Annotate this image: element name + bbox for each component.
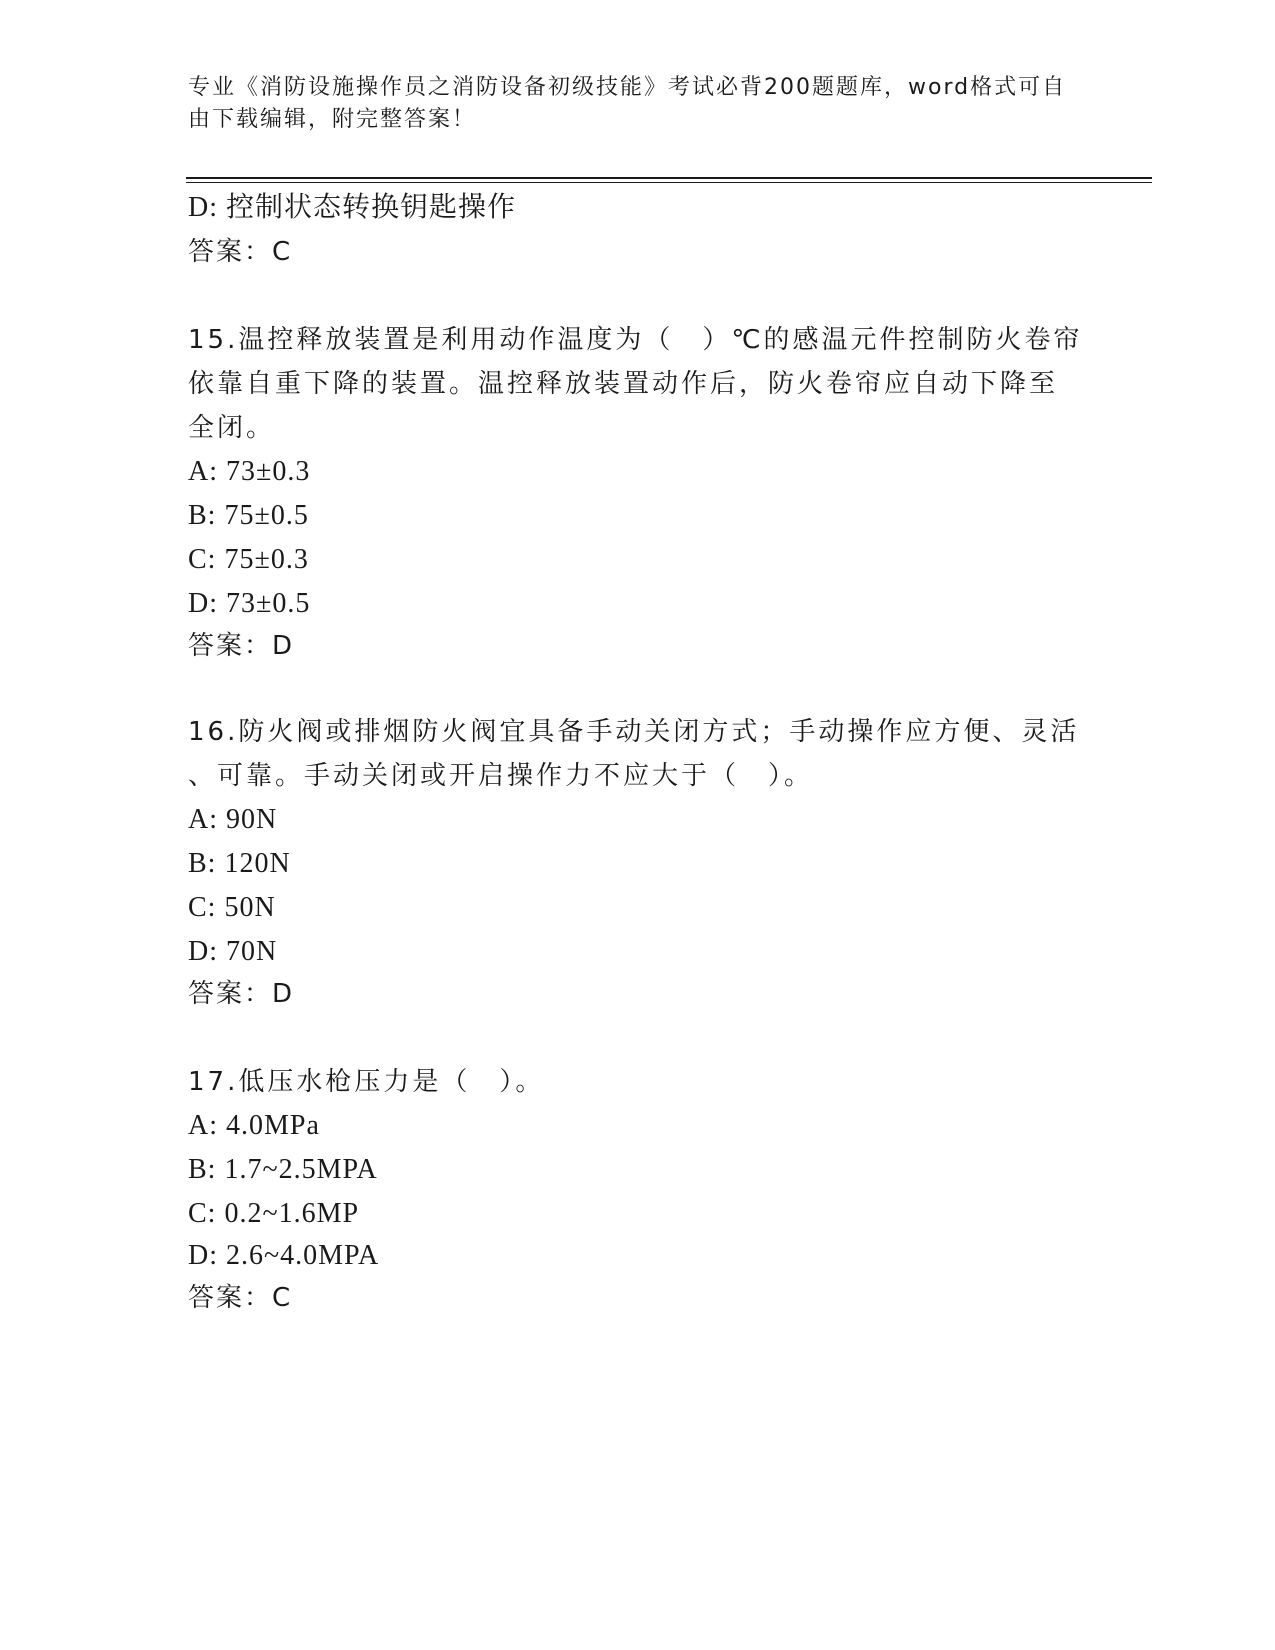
q15-option-c: C: 75±0.3 <box>188 544 309 575</box>
q17-option-d: D: 2.6~4.0MPA <box>188 1240 380 1271</box>
q15-text-line-1: 15.温控释放装置是利用动作温度为（ ）℃的感温元件控制防火卷帘 <box>188 325 1083 355</box>
header-divider-thin <box>186 182 1152 183</box>
q15-text-line-2: 依靠自重下降的装置。温控释放装置动作后，防火卷帘应自动下降至 <box>188 369 1059 399</box>
q15-text-line-3: 全闭。 <box>188 413 276 443</box>
q16-option-d: D: 70N <box>188 936 278 967</box>
q17-answer: 答案：C <box>188 1283 293 1313</box>
q16-option-c: C: 50N <box>188 892 276 923</box>
header-divider-thick <box>186 177 1152 179</box>
q17-option-b: B: 1.7~2.5MPA <box>188 1154 378 1185</box>
q16-option-a: A: 90N <box>188 804 278 835</box>
prev-answer: 答案：C <box>188 237 293 267</box>
prev-option-d: D: 控制状态转换钥匙操作 <box>188 192 517 223</box>
q16-text-line-1: 16.防火阀或排烟防火阀宜具备手动关闭方式；手动操作应方便、灵活 <box>188 717 1080 747</box>
q17-option-c: C: 0.2~1.6MP <box>188 1198 360 1229</box>
q15-option-d: D: 73±0.5 <box>188 588 311 619</box>
q15-option-b: B: 75±0.5 <box>188 500 309 531</box>
document-header: 专业《消防设施操作员之消防设备初级技能》考试必背200题题库，word格式可自由下载编辑，附完整答案！ <box>188 75 1067 132</box>
q16-text-line-2: 、可靠。手动关闭或开启操作力不应大于（ ）。 <box>188 761 814 791</box>
q16-answer: 答案：D <box>188 979 295 1009</box>
q17-text-line-1: 17.低压水枪压力是（ ）。 <box>188 1067 545 1097</box>
q15-answer: 答案：D <box>188 631 295 661</box>
q15-option-a: A: 73±0.3 <box>188 456 311 487</box>
q17-option-a: A: 4.0MPa <box>188 1110 320 1141</box>
q16-option-b: B: 120N <box>188 848 291 879</box>
